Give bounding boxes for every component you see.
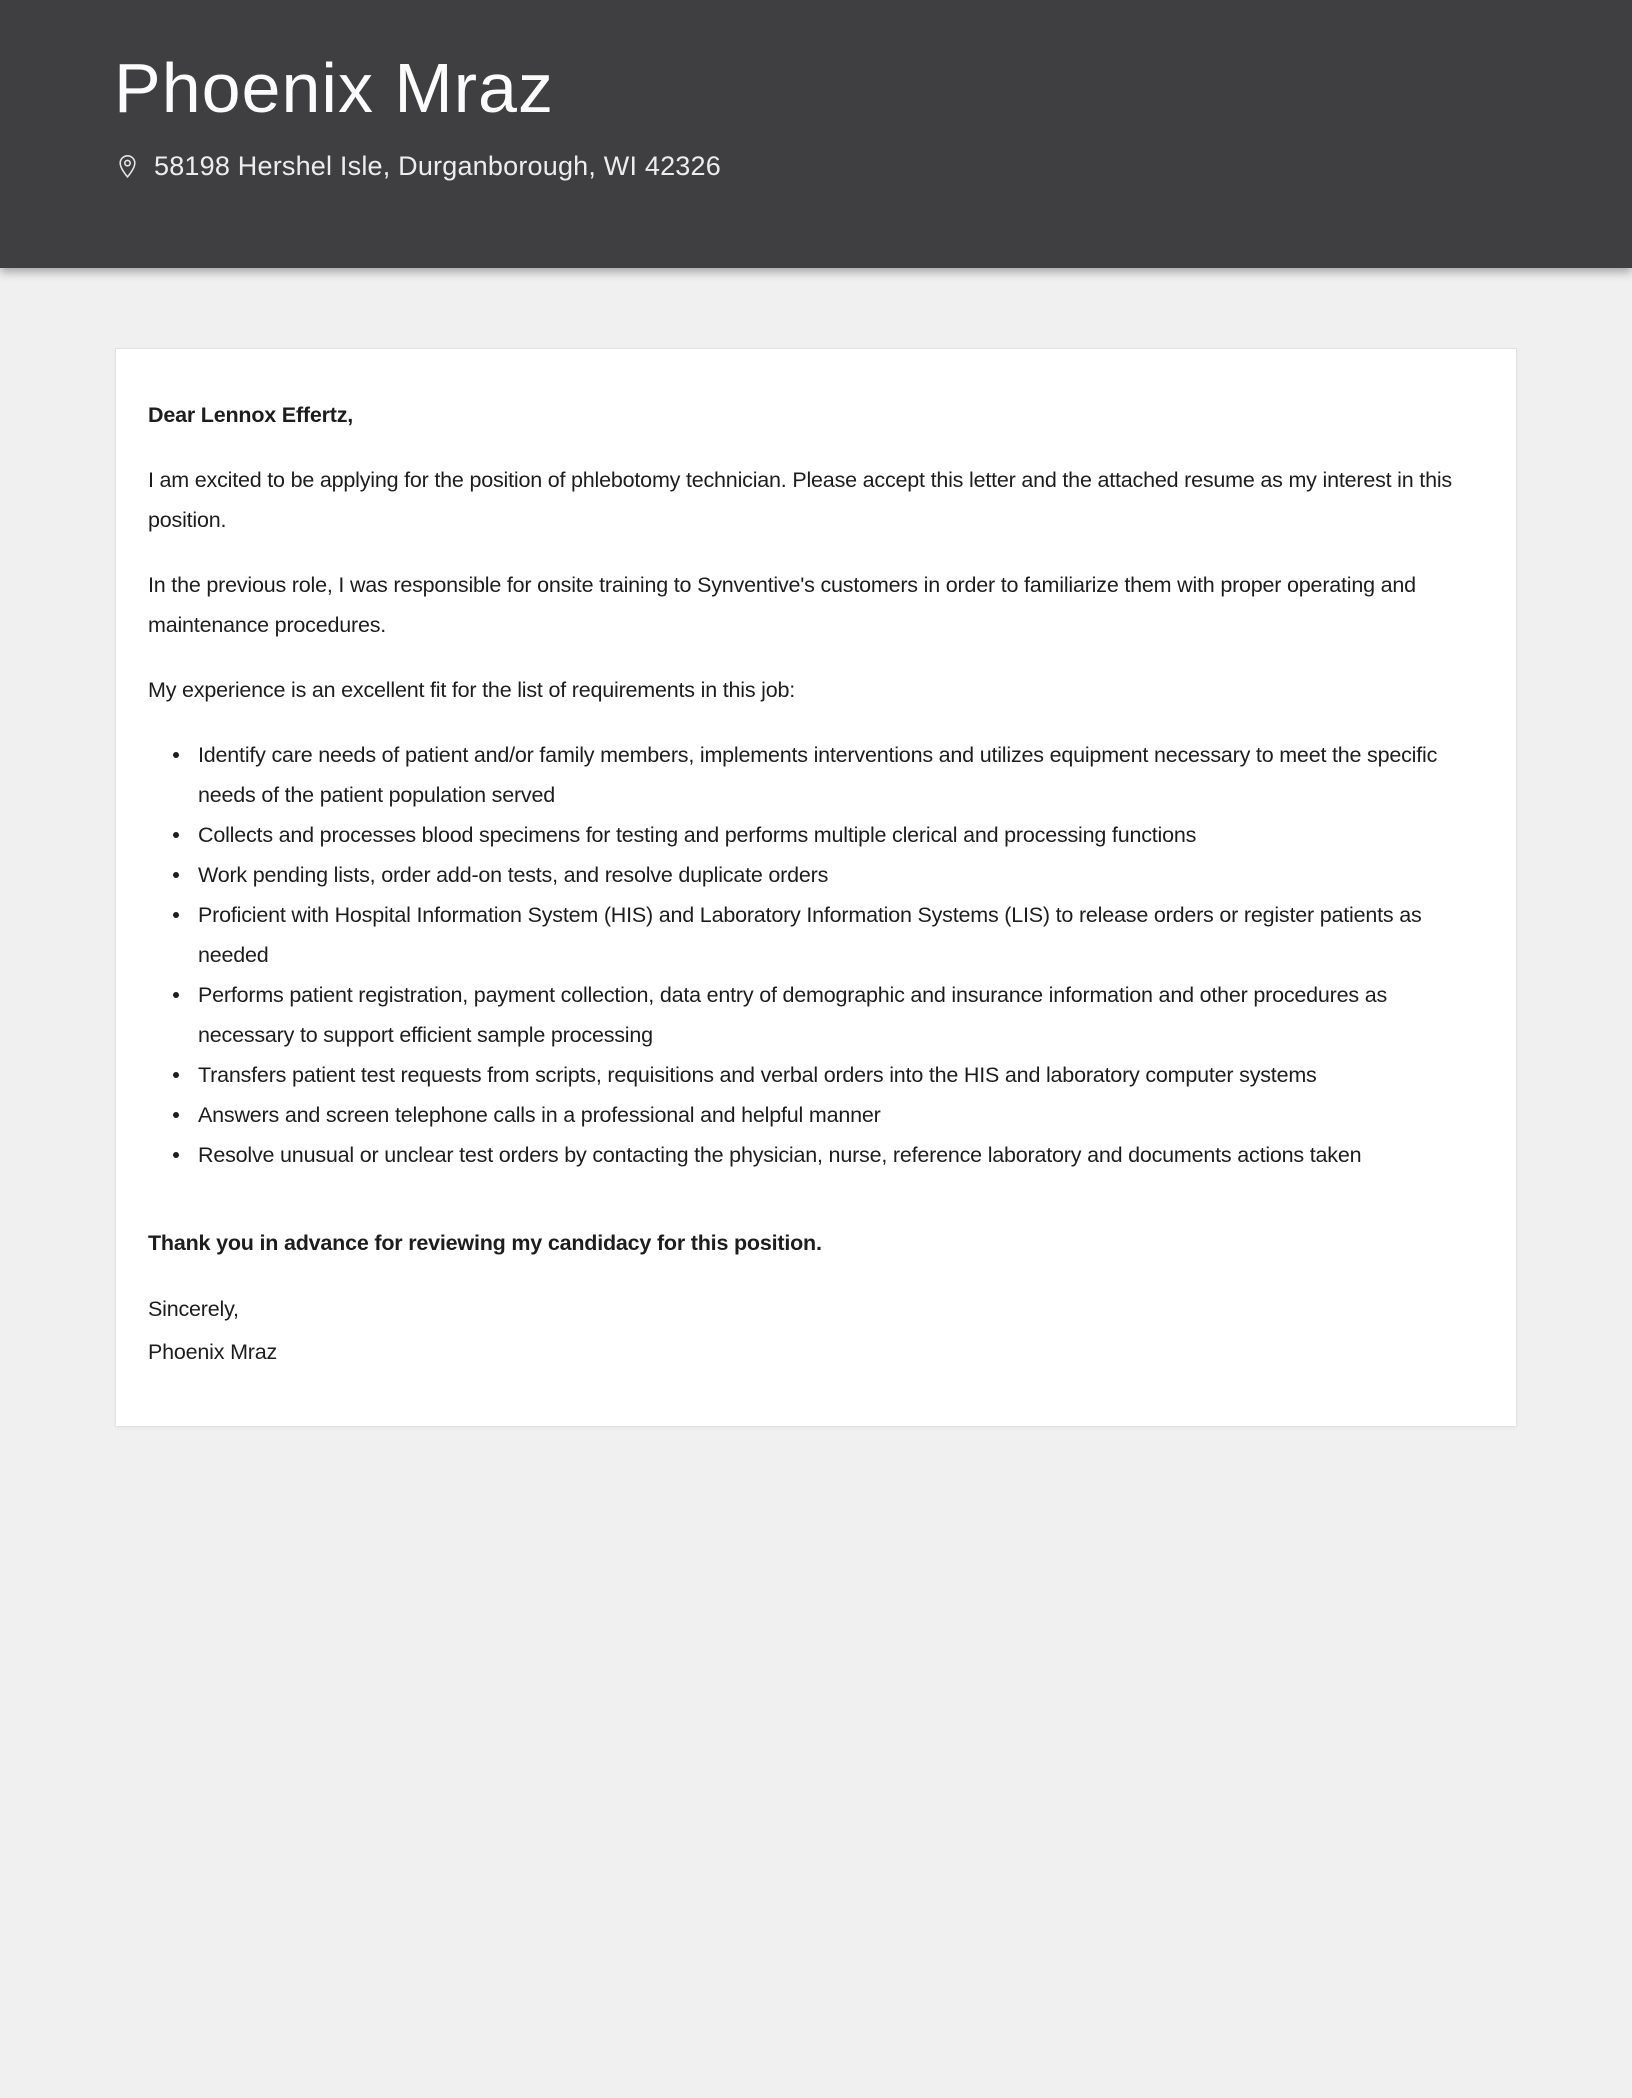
letter-paragraph-previous-role: In the previous role, I was responsible for onsite training to Synventive's customers in order to familiarize them with proper operating and maintenance procedures. (148, 573, 1416, 637)
letter-closing: Thank you in advance for reviewing my candidacy for this position. (148, 1231, 822, 1255)
cover-letter-card (115, 348, 1517, 1427)
requirement-item: Work pending lists, order add-on tests, and resolve duplicate orders (148, 855, 1484, 895)
applicant-name: Phoenix Mraz (114, 49, 554, 127)
requirement-item: Identify care needs of patient and/or family members, implements interventions and utilizes equipment necessary to meet the specific needs of the patient population served (148, 735, 1484, 815)
requirement-item: Answers and screen telephone calls in a professional and helpful manner (148, 1095, 1484, 1135)
requirement-item: Transfers patient test requests from scripts, requisitions and verbal orders into the HIS and laboratory computer systems (148, 1055, 1484, 1095)
requirement-item: Performs patient registration, payment collection, data entry of demographic and insurance information and other procedures as necessary to support efficient sample processing (148, 975, 1484, 1055)
letterhead (0, 0, 1632, 268)
requirements-list (148, 735, 1484, 1175)
requirement-item: Proficient with Hospital Information System (HIS) and Laboratory Information Systems (LIS) to release orders or register patients as needed (148, 895, 1484, 975)
signature-name: Phoenix Mraz (148, 1340, 278, 1364)
address-row (114, 151, 1632, 182)
requirement-item: Resolve unusual or unclear test orders by contacting the physician, nurse, reference laboratory and documents actions taken (148, 1135, 1484, 1175)
location-pin-icon (114, 153, 141, 180)
requirement-item: Collects and processes blood specimens for testing and performs multiple clerical and processing functions (148, 815, 1484, 855)
signoff: Sincerely, (148, 1297, 239, 1321)
letter-paragraph-intro: I am excited to be applying for the position of phlebotomy technician. Please accept this letter and the attached resume as my interest in this position. (148, 468, 1452, 532)
applicant-address: 58198 Hershel Isle, Durganborough, WI 42326 (154, 151, 721, 181)
letter-greeting: Dear Lennox Effertz, (148, 403, 354, 427)
signature-block (148, 1288, 1484, 1374)
letter-paragraph-experience: My experience is an excellent fit for the list of requirements in this job: (148, 678, 796, 702)
